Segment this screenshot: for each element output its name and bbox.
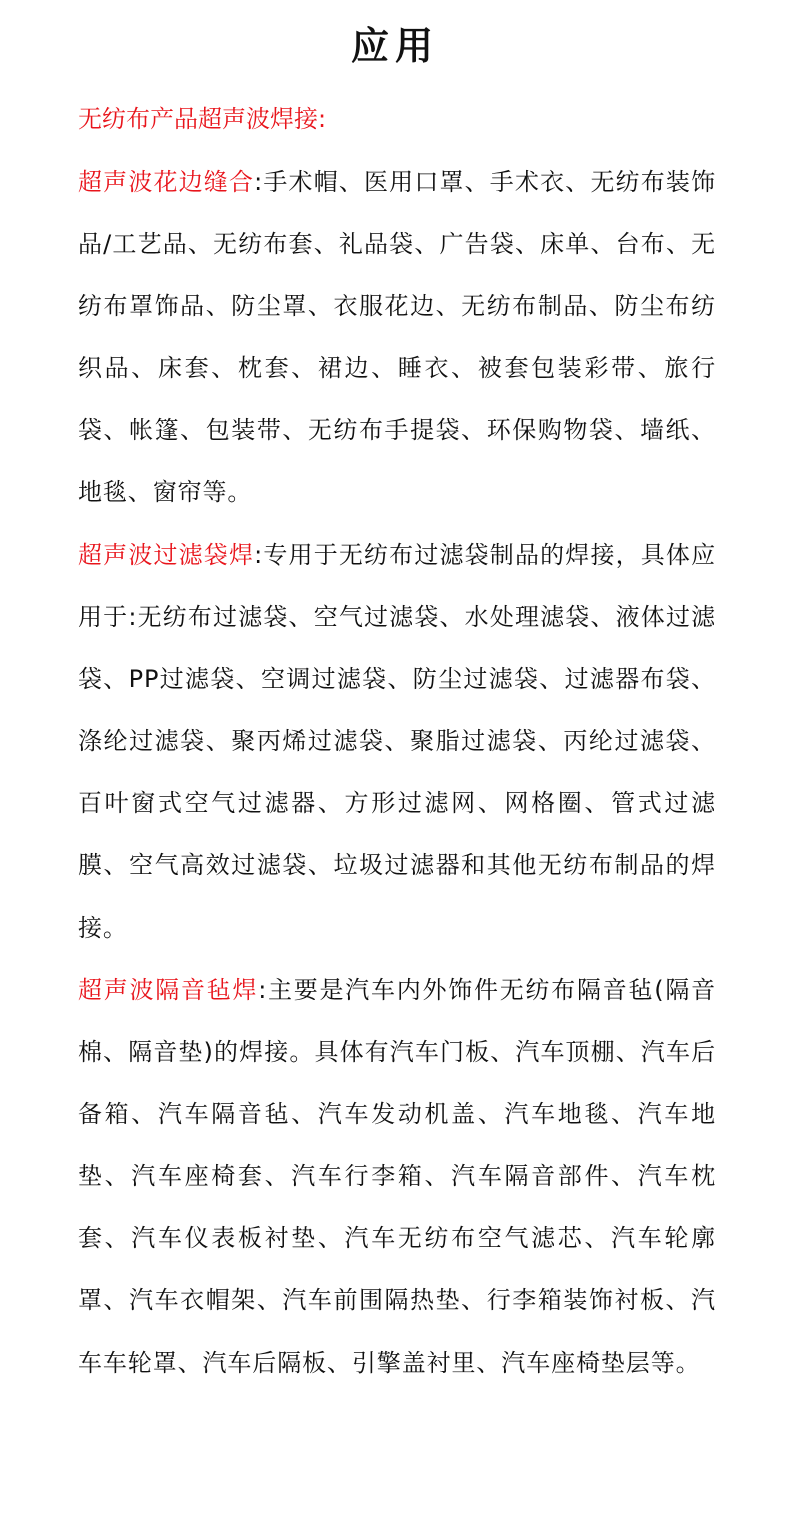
section-body: :主要是汽车内外饰件无纺布隔音毡(隔音棉、隔音垫)的焊接。具体有汽车门板、汽车顶棚、汽车后备箱、汽车隔音毡、汽车发动机盖、汽车地毯、汽车地垫、汽车座椅套、汽车行李箱、汽车隔音部件、汽车枕套、汽车仪表板衬垫、汽车无纺布空气滤芯、汽车轮廓罩、汽车衣帽架、汽车前围隔热垫、行李箱装饰衬板、汽车车轮罩、汽车后隔板、引擎盖衬里、汽车座椅垫层等。 [78, 976, 716, 1377]
section-label: 超声波花边缝合 [78, 168, 255, 196]
page-title: 应用 [350, 24, 439, 68]
section-body: :手术帽、医用口罩、手术衣、无纺布装饰品/工艺品、无纺布套、礼品袋、广告袋、床单、台布、无纺布罩饰品、防尘罩、衣服花边、无纺布制品、防尘布纺织品、床套、枕套、裙边、睡衣、被套包装彩带、旅行袋、帐篷、包装带、无纺布手提袋、环保购物袋、墙纸、地毯、窗帘等。 [78, 168, 716, 507]
section-label: 超声波过滤袋焊 [78, 541, 255, 569]
intro-heading: 无纺布产品超声波焊接: [78, 105, 327, 133]
section-label: 超声波隔音毡焊 [78, 976, 259, 1004]
section-sound-felt-welding [78, 959, 716, 1394]
section-lace-sewing [78, 151, 716, 524]
section-filter-bag-welding [78, 524, 716, 959]
section-body: :专用于无纺布过滤袋制品的焊接，具体应用于:无纺布过滤袋、空气过滤袋、水处理滤袋、液体过滤袋、PP过滤袋、空调过滤袋、防尘过滤袋、过滤器布袋、涤纶过滤袋、聚丙烯过滤袋、聚脂过滤袋、丙纶过滤袋、百叶窗式空气过滤器、方形过滤网、网格圈、管式过滤膜、空气高效过滤袋、垃圾过滤器和其他无纺布制品的焊接。 [78, 541, 716, 942]
